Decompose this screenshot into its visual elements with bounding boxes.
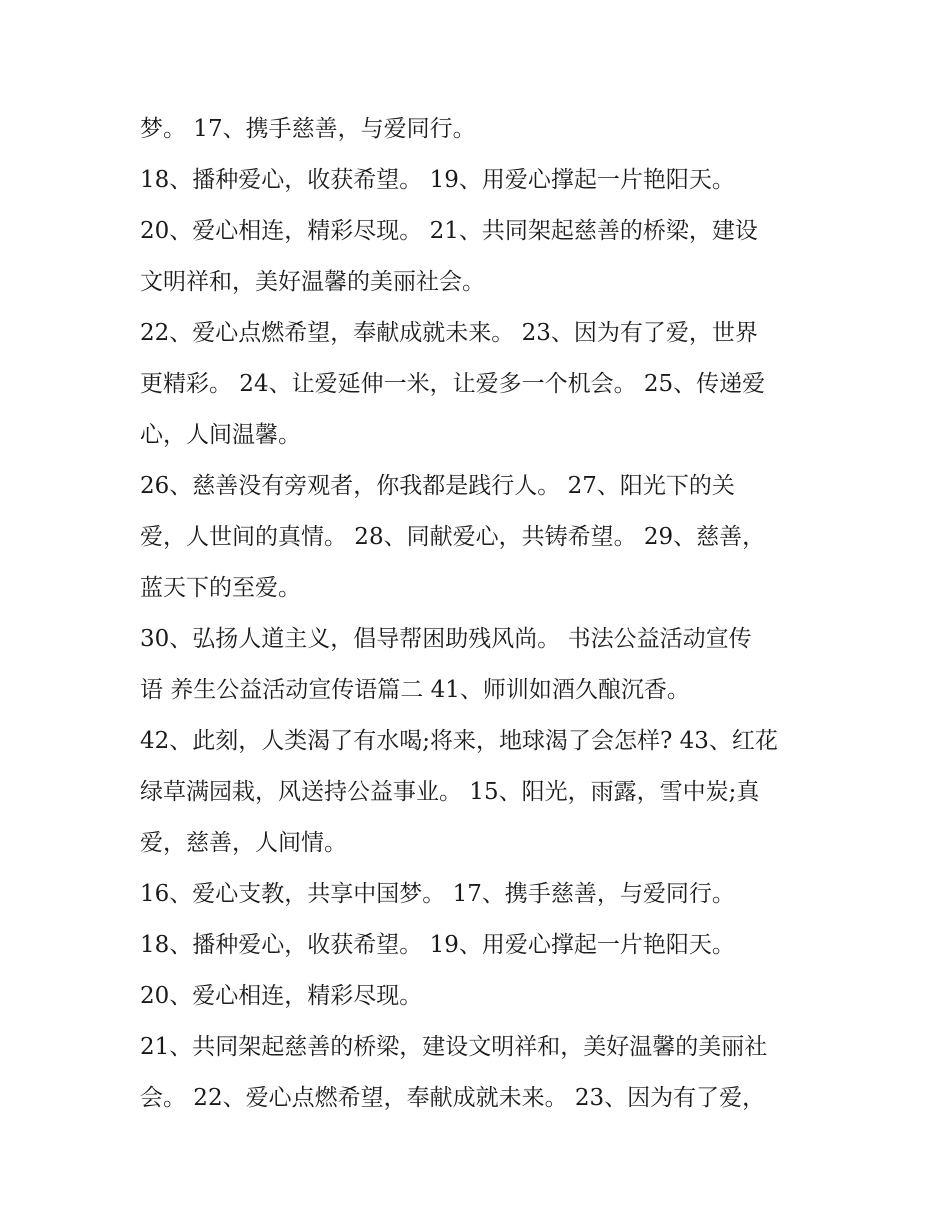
text-line: 18、播种爱心，收获希望。 19、用爱心撑起一片艳阳天。 — [140, 932, 735, 958]
text-line: 会。 22、爱心点燃希望，奉献成就未来。 23、因为有了爱， — [140, 1085, 766, 1111]
text-line: 22、爱心点燃希望，奉献成就未来。 23、因为有了爱，世界 — [140, 320, 758, 346]
text-line: 30、弘扬人道主义，倡导帮困助残风尚。 书法公益活动宣传 — [140, 626, 752, 652]
text-line: 18、播种爱心，收获希望。 19、用爱心撑起一片艳阳天。 — [140, 167, 735, 193]
text-line: 20、爱心相连，精彩尽现。 — [140, 983, 423, 1009]
text-line: 26、慈善没有旁观者，你我都是践行人。 27、阳光下的关 — [140, 473, 735, 499]
text-line: 绿草满园栽，风送持公益事业。 15、阳光，雨露，雪中炭;真 — [140, 779, 760, 805]
text-line: 42、此刻，人类渴了有水喝;将来，地球渴了会怎样? 43、红花 — [140, 728, 778, 754]
text-line: 文明祥和，美好温馨的美丽社会。 — [140, 269, 485, 295]
text-line: 21、共同架起慈善的桥梁，建设文明祥和，美好温馨的美丽社 — [140, 1034, 768, 1060]
text-line: 爱，人世间的真情。 28、同献爱心，共铸希望。 29、慈善， — [140, 524, 766, 550]
text-line: 16、爱心支教，共享中国梦。 17、携手慈善，与爱同行。 — [140, 881, 735, 907]
text-line: 20、爱心相连，精彩尽现。 21、共同架起慈善的桥梁，建设 — [140, 218, 758, 244]
text-line: 蓝天下的至爱。 — [140, 575, 301, 601]
document-body — [140, 104, 820, 1124]
text-line: 语 养生公益活动宣传语篇二 41、师训如酒久酿沉香。 — [140, 677, 690, 703]
text-line: 更精彩。 24、让爱延伸一米，让爱多一个机会。 25、传递爱 — [140, 371, 766, 397]
text-line: 爱，慈善，人间情。 — [140, 830, 347, 856]
text-line: 梦。 17、携手慈善，与爱同行。 — [140, 116, 476, 142]
text-line: 心，人间温馨。 — [140, 422, 301, 448]
